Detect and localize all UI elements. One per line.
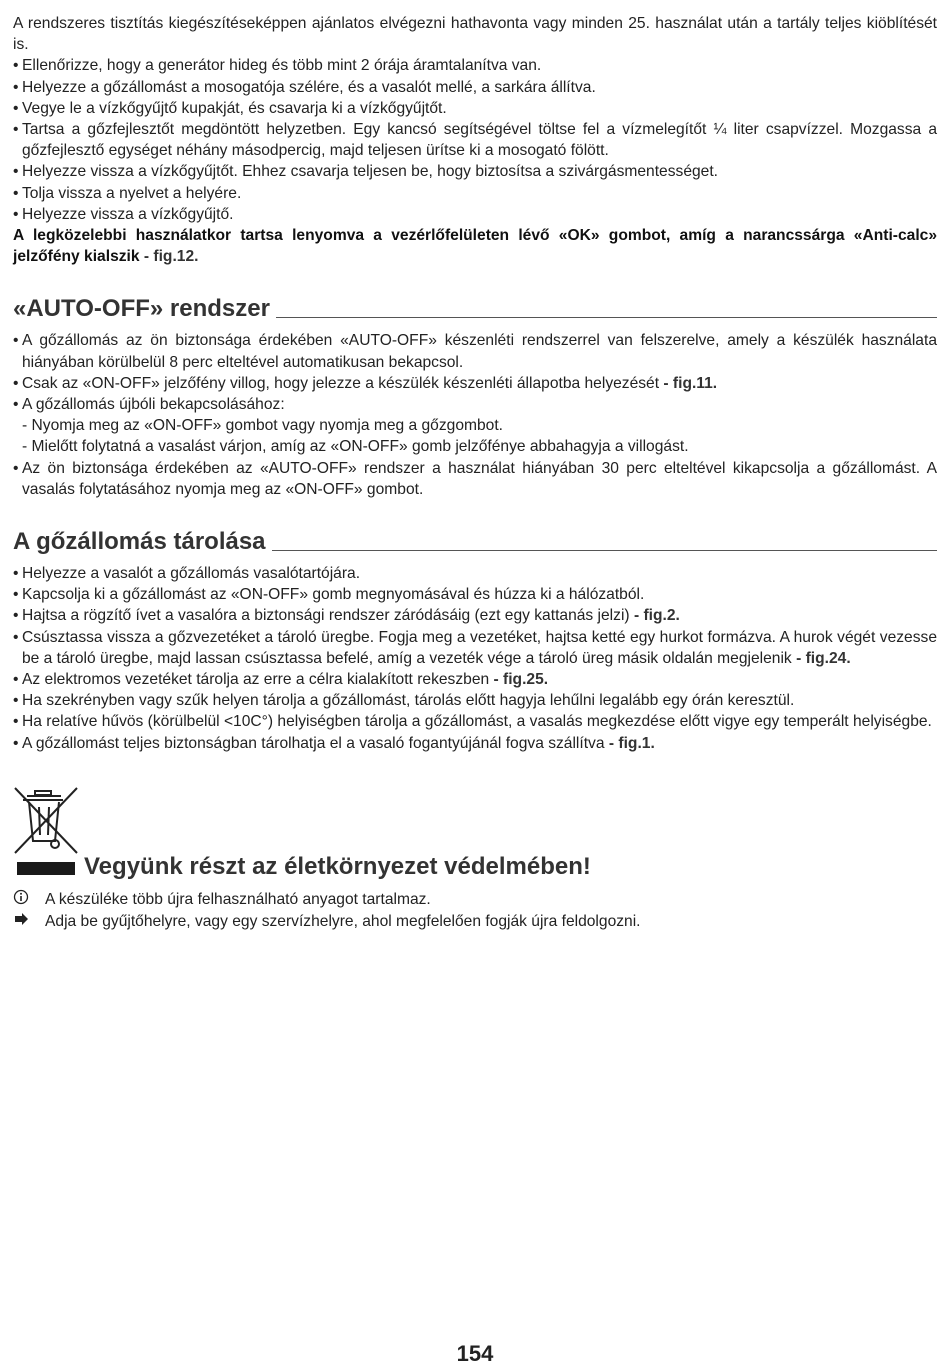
list-subitem: - Nyomja meg az «ON-OFF» gombot vagy nyomja meg a gőzgombot.: [22, 417, 504, 435]
figure-reference: - fig.24.: [791, 649, 851, 667]
list-item: • Az ön biztonsága érdekében az «AUTO-OFF» rendszer a használat hiányában 30 perc elteltével kikapcsolja a gőzállomást. A vasalás folytatásához nyomja meg az «ON-OFF» gombot.: [13, 458, 937, 500]
auto-off-list: [13, 330, 937, 500]
section-heading-storage: [13, 528, 937, 556]
storage-list: [13, 563, 937, 754]
figure-reference: - fig.1.: [604, 734, 655, 752]
list-item: [13, 733, 937, 754]
figure-reference: - fig.12.: [139, 248, 199, 266]
list-item: • Vegye le a vízkőgyűjtő kupakját, és csavarja ki a vízkőgyűjtőt.: [13, 98, 937, 119]
list-item-text: Csúsztassa vissza a gőzvezetéket a tároló üregbe. Fogja meg a vezetéket, hajtsa ketté egy hurkot formázva. A hurok végét vezesse be a tároló üregbe, majd lassan csúsztassa befelé, amíg a vezeték vége a tároló üreg másik oldalán megjelenik: [22, 628, 937, 667]
section-title: Vegyünk részt az életkörnyezet védelmében!: [84, 852, 591, 880]
section-title: A gőzállomás tárolása: [13, 528, 266, 556]
anticalc-bold-text: A legközelebbi használatkor tartsa lenyomva a vezérlőfelületen lévő «OK» gombot, amíg a narancssárga «Anti-calc» jelzőfény kialszik: [13, 227, 937, 266]
intro-bullet-list: [13, 55, 937, 225]
list-item: • Helyezze vissza a vízkőgyűjtő.: [13, 204, 937, 225]
arrow-right-icon: [13, 911, 45, 933]
list-item-text: Csak az «ON-OFF» jelzőfény villog, hogy jelezze a készülék készenléti állapotba helyezését: [22, 374, 660, 392]
list-item: • Ha relatíve hűvös (körülbelül <10C°) helyiségben tárolja a gőzállomást, a vasalás megkezdése előtt vigye egy temperált helyiségbe.: [13, 711, 937, 732]
figure-reference: - fig.11.: [659, 374, 718, 392]
list-item: [13, 627, 937, 669]
environment-heading: [13, 853, 937, 881]
heading-rule: [276, 317, 937, 318]
info-icon: [13, 889, 45, 911]
list-item: • A gőzállomás újbóli bekapcsolásához:: [13, 394, 937, 415]
list-item-text: Adja be gyűjtőhelyre, vagy egy szervízhelyre, ahol megfelelően fogják újra feldolgozni.: [45, 912, 641, 930]
heading-bar: [17, 862, 75, 875]
weee-bin-icon: [13, 785, 937, 851]
list-item: [13, 669, 937, 690]
intro-paragraph: A rendszeres tisztítás kiegészítéseképpen ajánlatos elvégezni hathavonta vagy minden 25. használat után a tartály teljes kiöblítését is.: [13, 15, 937, 54]
list-item: [13, 373, 937, 394]
section-heading-auto-off: [13, 295, 937, 323]
environment-list: [13, 889, 937, 933]
list-item: [13, 889, 937, 911]
page-number: 154: [456, 1341, 494, 1366]
list-item: [13, 605, 937, 626]
list-item-text: Hajtsa a rögzítő ívet a vasalóra a biztonsági rendszer záródásáig (ezt egy kattanás jelzi): [22, 607, 630, 625]
list-item: • Ellenőrizze, hogy a generátor hideg és több mint 2 órája áramtalanítva van.: [13, 55, 937, 76]
list-item-text: A gőzállomást teljes biztonságban tárolhatja el a vasaló fogantyújánál fogva szállítva: [22, 734, 605, 752]
anticalc-instruction: [13, 225, 937, 267]
list-item-text: Az elektromos vezetéket tárolja az erre a célra kialakított rekeszben: [22, 671, 490, 689]
list-item: • Helyezze vissza a vízkőgyűjtőt. Ehhez csavarja teljesen be, hogy biztosítsa a szivárgásmentességet.: [13, 161, 937, 182]
list-item: • Tartsa a gőzfejlesztőt megdöntött helyzetben. Egy kancsó segítségével töltse fel a vízmelegítőt ¼ liter csapvízzel. Mozgassa a gőzfejlesztő egységet néhány másodpercig, majd teljesen ürítse ki a mosogató fölött.: [13, 119, 937, 161]
list-item: • Kapcsolja ki a gőzállomást az «ON-OFF» gomb megnyomásával és húzza ki a hálózatból.: [13, 584, 937, 605]
section-title: «AUTO-OFF» rendszer: [13, 295, 270, 323]
list-item-text: A készüléke több újra felhasználható anyagot tartalmaz.: [45, 890, 431, 908]
list-item: • Tolja vissza a nyelvet a helyére.: [13, 183, 937, 204]
list-item: • A gőzállomás az ön biztonsága érdekében «AUTO-OFF» készenléti rendszerrel van felszerelve, amely a készülék használata hiányában körülbelül 8 perc elteltével automatikusan bekapcsol.: [13, 330, 937, 372]
heading-rule: [272, 550, 937, 551]
list-item: • Helyezze a gőzállomást a mosogatója szélére, és a vasalót mellé, a sarkára állítva.: [13, 77, 937, 98]
list-subitem: - Mielőtt folytatná a vasalást várjon, amíg az «ON-OFF» gomb jelzőfénye abbahagyja a villogást.: [22, 438, 689, 456]
figure-reference: - fig.2.: [629, 607, 680, 625]
list-item: • Helyezze a vasalót a gőzállomás vasalótartójára.: [13, 563, 937, 584]
list-item: • Ha szekrényben vagy szűk helyen tárolja a gőzállomást, tárolás előtt hagyja lehűlni legalább egy órán keresztül.: [13, 690, 937, 711]
page-content: [13, 13, 937, 933]
list-item: [13, 911, 937, 933]
figure-reference: - fig.25.: [489, 671, 549, 689]
